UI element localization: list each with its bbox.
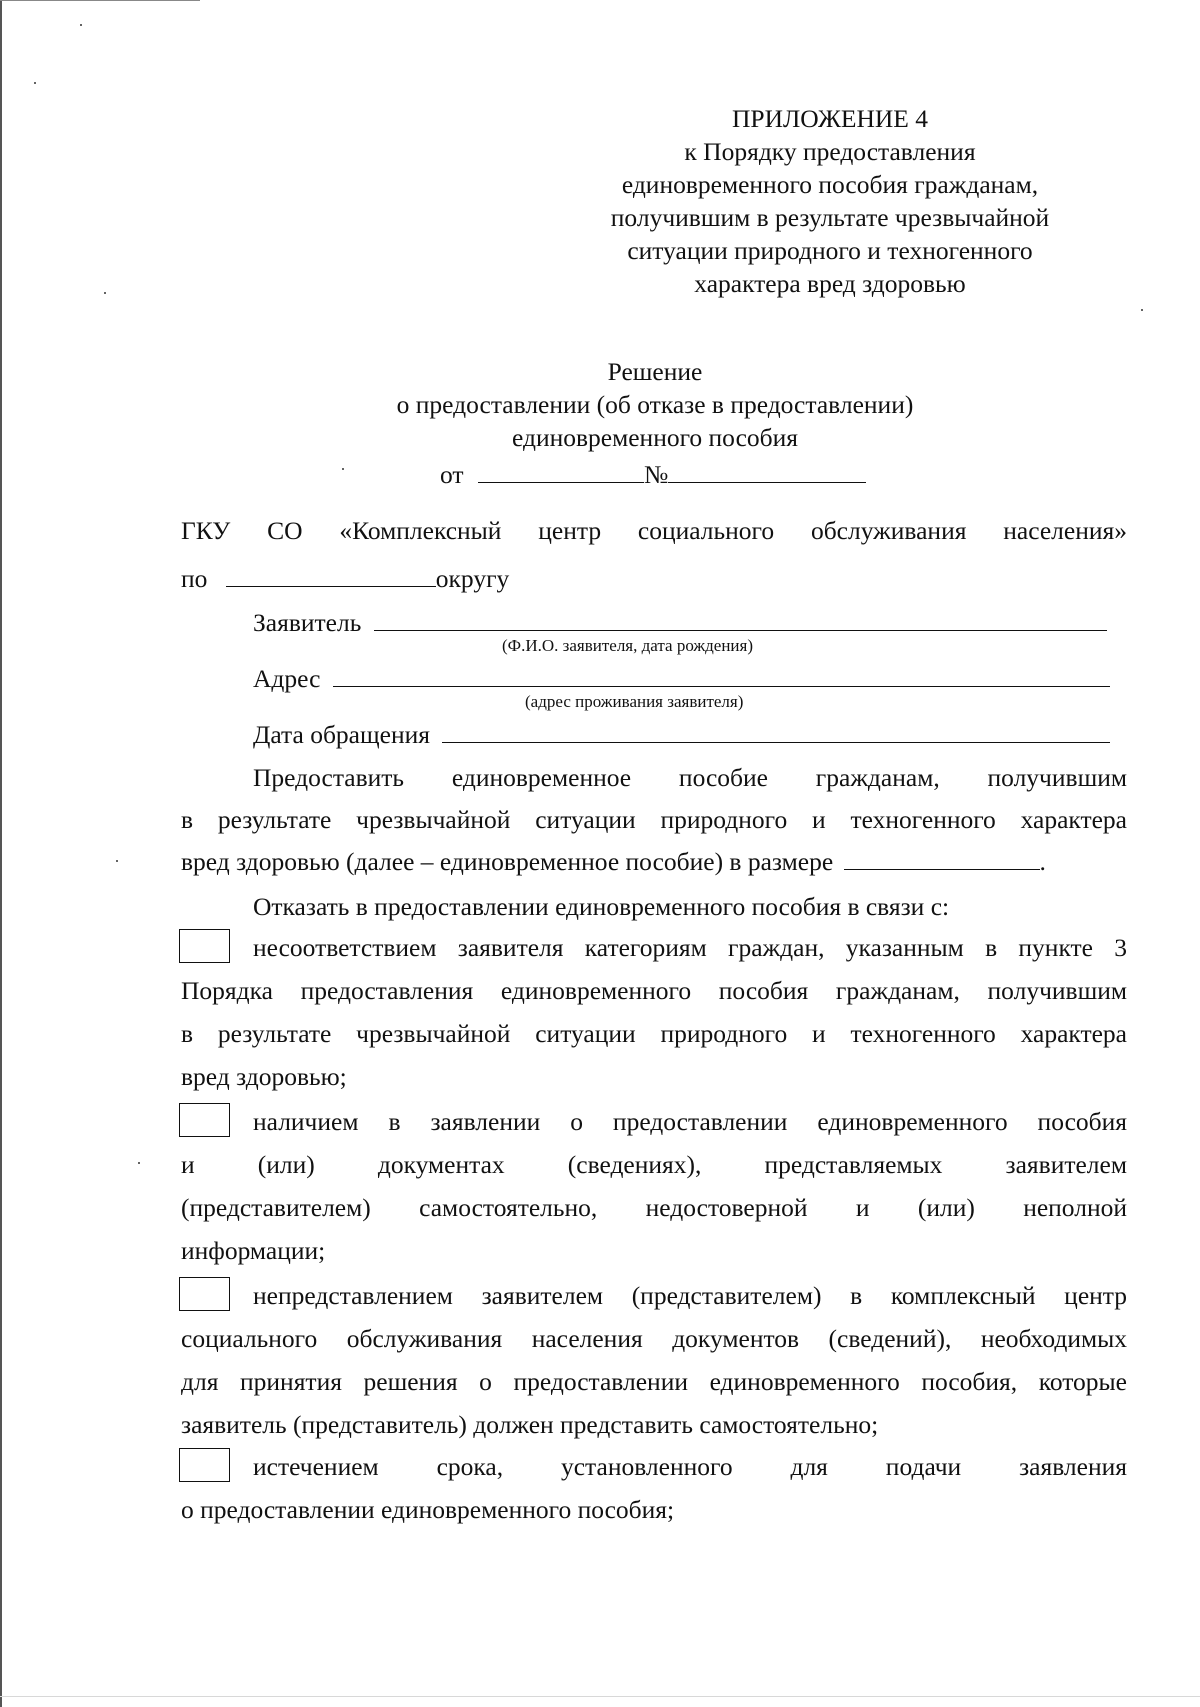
scan-edge-bottom — [0, 1696, 1200, 1697]
reason2-text: (представителем) самостоятельно, недостоверной и (или) неполной — [181, 1193, 1127, 1222]
applicant-line — [253, 604, 1107, 639]
district-field[interactable] — [226, 560, 436, 587]
grant-line: в результате чрезвычайной ситуации природного и техногенного характера — [181, 805, 1127, 834]
reason1-text: несоответствием заявителя категориям граждан, указанным в пункте 3 — [253, 933, 1127, 962]
okrugu-label: округу — [435, 564, 510, 593]
period: . — [1039, 847, 1046, 876]
scan-edge-top — [0, 0, 200, 1]
decision-title-block — [180, 355, 1130, 454]
decision-subtitle: единовременного пособия — [511, 423, 798, 452]
appendix-header — [560, 102, 1100, 300]
district-line — [181, 560, 509, 595]
address-label: Адрес — [253, 664, 321, 693]
address-line — [253, 660, 1110, 695]
reason1-text: в результате чрезвычайной ситуации природного и техногенного характера — [181, 1019, 1127, 1048]
reason3-text: непредставлением заявителем (представителем) в комплексный центр — [253, 1281, 1127, 1310]
reason3-text: социального обслуживания населения документов (сведений), необходимых — [181, 1324, 1127, 1353]
applicant-caption: (Ф.И.О. заявителя, дата рождения) — [502, 636, 754, 655]
reason2-text: наличием в заявлении о предоставлении единовременного пособия — [253, 1107, 1127, 1136]
appendix-line: к Порядку предоставления — [684, 137, 976, 166]
reason2-text: информации; — [181, 1236, 326, 1265]
reason1-checkbox[interactable] — [179, 929, 230, 963]
reason1-text: Порядка предоставления единовременного пособия гражданам, получившим — [181, 976, 1127, 1005]
scan-speck — [80, 24, 82, 26]
appendix-title: ПРИЛОЖЕНИЕ 4 — [731, 104, 929, 133]
reason1-text: вред здоровью; — [181, 1062, 347, 1091]
grant-amount-field[interactable] — [844, 843, 1040, 870]
reason3-checkbox[interactable] — [179, 1277, 230, 1311]
reason4-text: истечением срока, установленного для подачи заявления — [253, 1452, 1127, 1481]
reason2-text: и (или) документах (сведениях), представляемых заявителем — [181, 1150, 1127, 1179]
appendix-line: ситуации природного и техногенного — [627, 236, 1033, 265]
grant-line: вред здоровью (далее – единовременное пособие) в размере — [181, 847, 834, 876]
decision-number-field[interactable] — [668, 456, 866, 483]
number-label: № — [643, 460, 669, 489]
from-label: от — [440, 460, 464, 489]
address-field[interactable] — [333, 660, 1110, 687]
applicant-label: Заявитель — [253, 608, 362, 637]
scan-speck — [1141, 309, 1143, 311]
reason2-checkbox[interactable] — [179, 1103, 230, 1137]
appendix-line: единовременного пособия гражданам, — [621, 170, 1039, 199]
application-date-label: Дата обращения — [253, 720, 430, 749]
application-date-field[interactable] — [442, 716, 1110, 743]
reason3-text: заявитель (представитель) должен представить самостоятельно; — [181, 1410, 879, 1439]
grant-amount-line — [181, 843, 1046, 878]
po-label: по — [181, 564, 208, 593]
scan-speck — [342, 468, 344, 470]
scan-speck — [116, 860, 118, 862]
reason4-checkbox[interactable] — [179, 1448, 230, 1482]
scan-speck — [104, 292, 106, 294]
appendix-line: характера вред здоровью — [694, 269, 966, 298]
address-caption: (адрес проживания заявителя) — [525, 692, 744, 711]
scan-speck — [138, 1162, 140, 1164]
appendix-line: получившим в результате чрезвычайной — [610, 203, 1050, 232]
application-date-line — [253, 716, 1110, 751]
decision-date-field[interactable] — [478, 456, 644, 483]
reason3-text: для принятия решения о предоставлении единовременного пособия, которые — [181, 1367, 1127, 1396]
organization-line: ГКУ СО «Комплексный центр социального обслуживания населения» — [181, 516, 1127, 545]
decision-subtitle: о предоставлении (об отказе в предоставлении) — [396, 390, 914, 419]
refuse-intro: Отказать в предоставлении единовременного пособия в связи с: — [253, 892, 950, 921]
reason4-text: о предоставлении единовременного пособия; — [181, 1495, 675, 1524]
grant-line: Предоставить единовременное пособие гражданам, получившим — [253, 763, 1127, 792]
applicant-field[interactable] — [374, 604, 1107, 631]
scan-speck — [34, 82, 36, 84]
scan-edge-left — [0, 0, 2, 1707]
decision-date-number-line — [440, 456, 866, 491]
decision-title: Решение — [607, 357, 703, 386]
